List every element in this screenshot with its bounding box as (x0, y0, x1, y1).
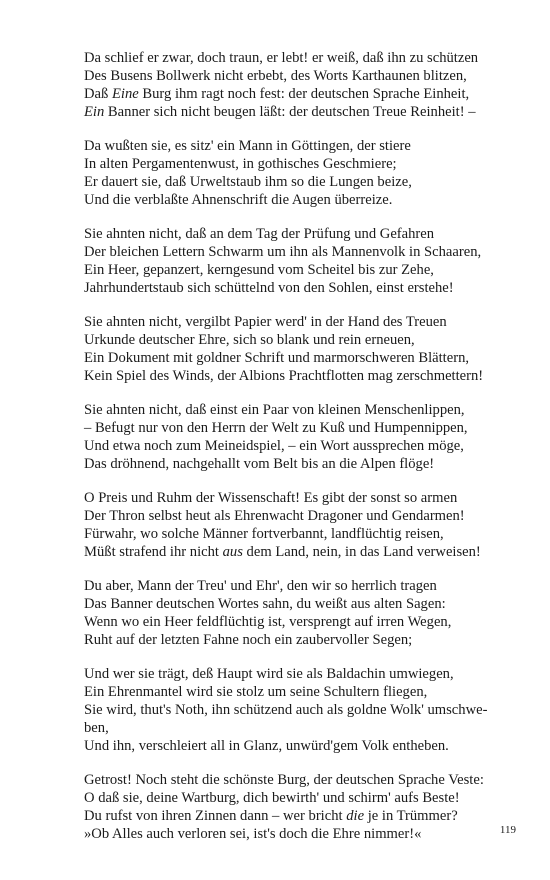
poem-line: Das Banner deutschen Wortes sahn, du weißt aus alten Sagen: (84, 596, 446, 612)
poem-stanza (84, 771, 524, 843)
poem-line: ben, (84, 720, 109, 736)
poem-stanza (84, 489, 524, 561)
poem-stanza (84, 665, 524, 755)
poem-line: Wenn wo ein Heer feldflüchtig ist, versprengt auf irren Wegen, (84, 614, 452, 630)
poem-line: Sie ahnten nicht, daß einst ein Paar von kleinen Menschenlippen, (84, 402, 465, 418)
poem-line: Fürwahr, wo solche Männer fortverbannt, landflüchtig reisen, (84, 526, 444, 542)
poem-stanza (84, 401, 524, 473)
poem-line: Da schlief er zwar, doch traun, er lebt! er weiß, daß ihn zu schützen (84, 50, 479, 66)
poem-line: Des Busens Bollwerk nicht erbebt, des Worts Karthaunen blitzen, (84, 68, 467, 84)
poem-line: Und etwa noch zum Meineidspiel, – ein Wort aussprechen möge, (84, 438, 464, 454)
poem-line: O daß sie, deine Wartburg, dich bewirth' und schirm' aufs Beste! (84, 790, 460, 806)
poem-line: In alten Pergamentenwust, in gothisches Geschmiere; (84, 156, 397, 172)
poem-line: Der bleichen Lettern Schwarm um ihn als Mannenvolk in Schaaren, (84, 244, 482, 260)
poem-line: Getrost! Noch steht die schönste Burg, der deutschen Sprache Veste: (84, 772, 484, 788)
poem-line: Ruht auf der letzten Fahne noch ein zaubervoller Segen; (84, 632, 413, 648)
poem-line: Kein Spiel des Winds, der Albions Prachtflotten mag zerschmettern! (84, 368, 484, 384)
poem-line: – Befugt nur von den Herrn der Welt zu Kuß und Humpennippen, (84, 420, 468, 436)
poem-line: Der Thron selbst heut als Ehrenwacht Dragoner und Gendarmen! (84, 508, 465, 524)
poem-line: Und wer sie trägt, deß Haupt wird sie als Baldachin umwiegen, (84, 666, 454, 682)
page-number: 119 (499, 824, 516, 836)
poem-line: O Preis und Ruhm der Wissenschaft! Es gibt der sonst so armen (84, 490, 458, 506)
poem-line: Und ihn, verschleiert all in Glanz, unwürd'gem Volk entheben. (84, 738, 449, 754)
poem-line: Sie wird, thut's Noth, ihn schützend auch als goldne Wolk' umschwe- (84, 702, 488, 718)
poem-stanza (84, 577, 524, 649)
poem-line: Jahrhundertstaub sich schüttelnd von den Sohlen, einst erstehe! (84, 280, 454, 296)
poem-stanza (84, 225, 524, 297)
poem-line: Er dauert sie, daß Urweltstaub ihm so die Lungen beize, (84, 174, 412, 190)
poem-line: Ein Dokument mit goldner Schrift und marmorschweren Blättern, (84, 350, 470, 366)
poem-line: Sie ahnten nicht, vergilbt Papier werd' in der Hand des Treuen (84, 314, 447, 330)
poem-line: Du aber, Mann der Treu' und Ehr', den wir so herrlich tragen (84, 578, 437, 594)
poem-line: Du rufst von ihren Zinnen dann – wer bricht die je in Trümmer? (84, 808, 458, 824)
poem-line: Sie ahnten nicht, daß an dem Tag der Prüfung und Gefahren (84, 226, 435, 242)
poem-line: Da wußten sie, es sitz' ein Mann in Göttingen, der stiere (84, 138, 411, 154)
poem-line: Daß Eine Burg ihm ragt noch fest: der deutschen Sprache Einheit, (84, 86, 470, 102)
poem-line: Ein Banner sich nicht beugen läßt: der deutschen Treue Reinheit! – (84, 104, 476, 120)
poem-line: Urkunde deutscher Ehre, sich so blank und rein erneuen, (84, 332, 415, 348)
poem-stanza (84, 313, 524, 385)
poem-stanza (84, 49, 524, 121)
poem-stanza (84, 137, 524, 209)
poem-line: Müßt strafend ihr nicht aus dem Land, nein, in das Land verweisen! (84, 544, 481, 560)
poem-line: Und die verblaßte Ahnenschrift die Augen überreize. (84, 192, 393, 208)
poem-line: Ein Heer, gepanzert, kerngesund vom Scheitel bis zur Zehe, (84, 262, 434, 278)
poem-line: Das dröhnend, nachgehallt vom Belt bis an die Alpen flöge! (84, 456, 435, 472)
poem-line: »Ob Alles auch verloren sei, ist's doch die Ehre nimmer!« (84, 826, 422, 842)
poem-line: Ein Ehrenmantel wird sie stolz um seine Schultern fliegen, (84, 684, 428, 700)
poem-text (84, 49, 524, 859)
